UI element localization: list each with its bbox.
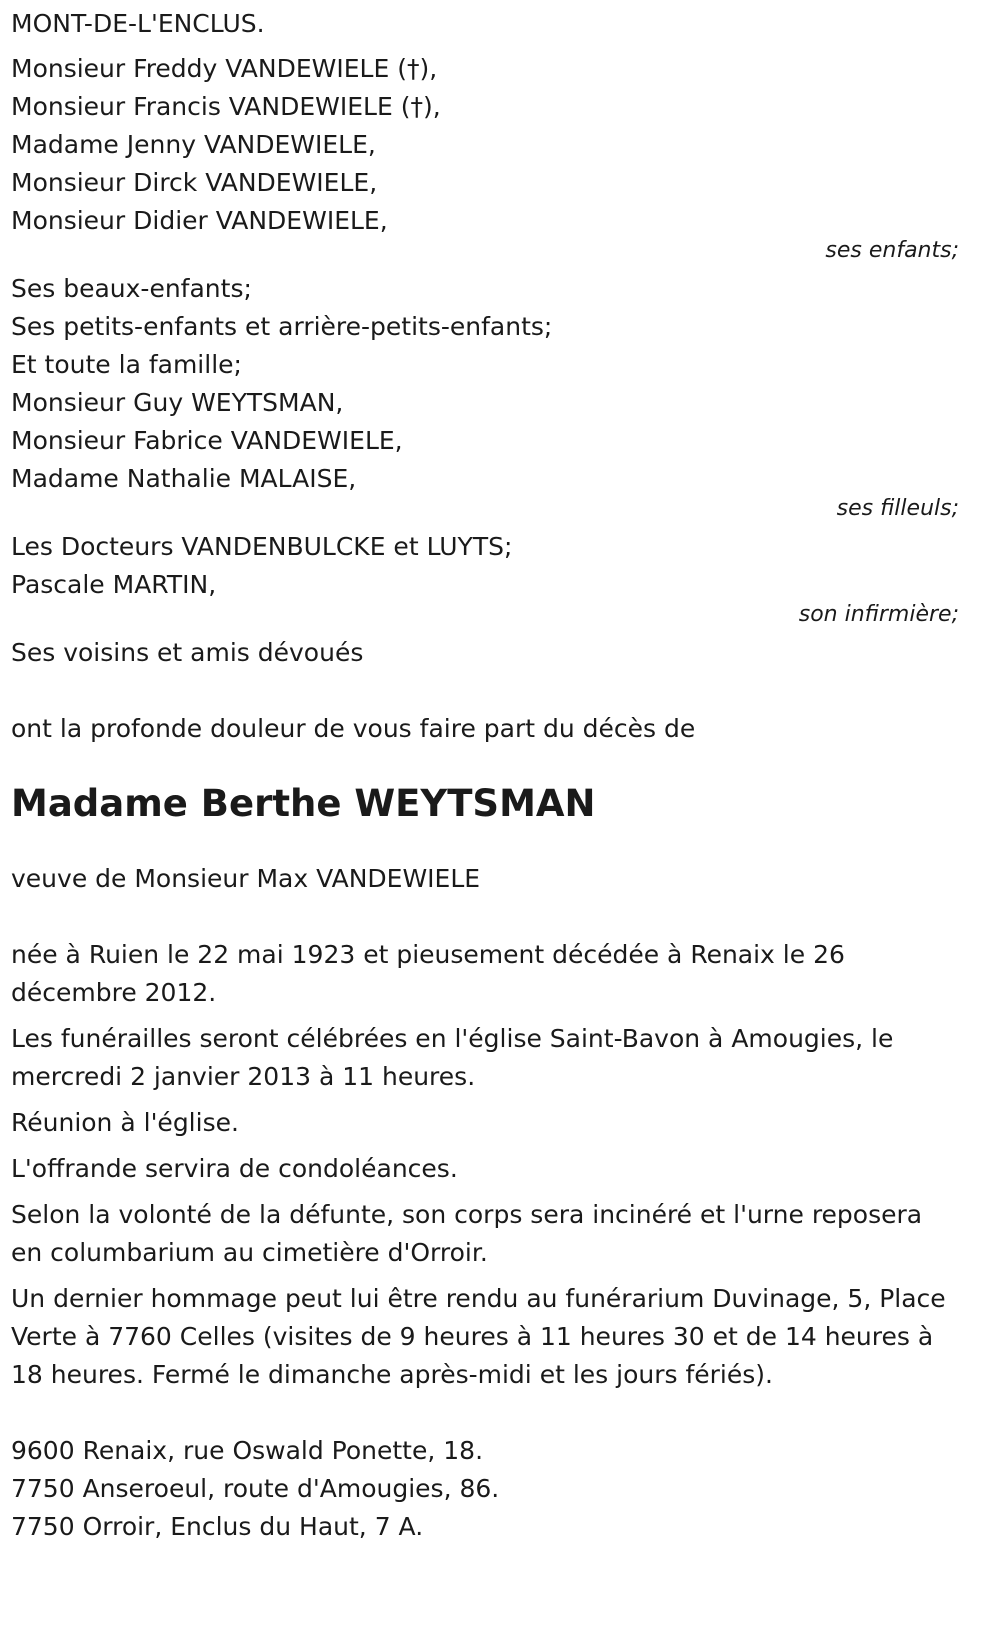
address-line: 7750 Orroir, Enclus du Haut, 7 A. (11, 1512, 424, 1541)
widow-of-line: veuve de Monsieur Max VANDEWIELE (11, 864, 481, 893)
address-line: 7750 Anseroeul, route d'Amougies, 86. (11, 1474, 500, 1503)
funeral-paragraph: Les funérailles seront célébrées en l'église Saint-Bavon à Amougies, le mercredi 2 janvier 2013 à 11 heures. (11, 1024, 894, 1091)
child-line: Madame Jenny VANDEWIELE, (11, 130, 376, 159)
deceased-name: Madame Berthe WEYTSMAN (11, 782, 596, 825)
cremation-paragraph: Selon la volonté de la défunte, son corps sera incinéré et l'urne reposera en columbarium au cimetière d'Orroir. (11, 1200, 923, 1267)
caregiver-line: Pascale MARTIN, (11, 570, 217, 599)
obituary-notice (11, 4, 991, 1546)
family-line: Madame Nathalie MALAISE, (11, 464, 357, 493)
tribute-paragraph: Un dernier hommage peut lui être rendu au funérarium Duvinage, 5, Place Verte à 7760 Celles (visites de 9 heures à 11 heures 30 et de 14 heures à 18 heures. Fermé le dimanche après-midi et les jours fériés). (11, 1284, 946, 1389)
announcement-line: ont la profonde douleur de vous faire part du décès de (11, 714, 696, 743)
godchildren-label: ses filleuls; (836, 496, 959, 521)
caregivers-list (11, 528, 991, 604)
child-line: Monsieur Francis VANDEWIELE (†), (11, 92, 441, 121)
birth-death-paragraph: née à Ruien le 22 mai 1923 et pieusement décédée à Renaix le 26 décembre 2012. (11, 940, 845, 1007)
address-line: 9600 Renaix, rue Oswald Ponette, 18. (11, 1436, 484, 1465)
child-line: Monsieur Freddy VANDEWIELE (†), (11, 54, 438, 83)
meeting-paragraph: Réunion à l'église. (11, 1108, 239, 1137)
children-list (11, 50, 991, 240)
family-line: Ses petits-enfants et arrière-petits-enfants; (11, 312, 553, 341)
details-section (11, 936, 956, 1394)
family-line: Monsieur Fabrice VANDEWIELE, (11, 426, 403, 455)
child-line: Monsieur Didier VANDEWIELE, (11, 206, 388, 235)
offering-paragraph: L'offrande servira de condoléances. (11, 1154, 458, 1183)
family-line: Et toute la famille; (11, 350, 242, 379)
family-line: Ses beaux-enfants; (11, 274, 252, 303)
neighbors-line: Ses voisins et amis dévoués (11, 638, 364, 667)
addresses-list (11, 1432, 991, 1546)
nurse-label: son infirmière; (798, 602, 959, 627)
caregiver-line: Les Docteurs VANDENBULCKE et LUYTS; (11, 532, 513, 561)
children-label: ses enfants; (825, 238, 959, 263)
child-line: Monsieur Dirck VANDEWIELE, (11, 168, 378, 197)
location-header: MONT-DE-L'ENCLUS. (11, 9, 265, 38)
family-line: Monsieur Guy WEYTSMAN, (11, 388, 344, 417)
family-list (11, 270, 991, 498)
